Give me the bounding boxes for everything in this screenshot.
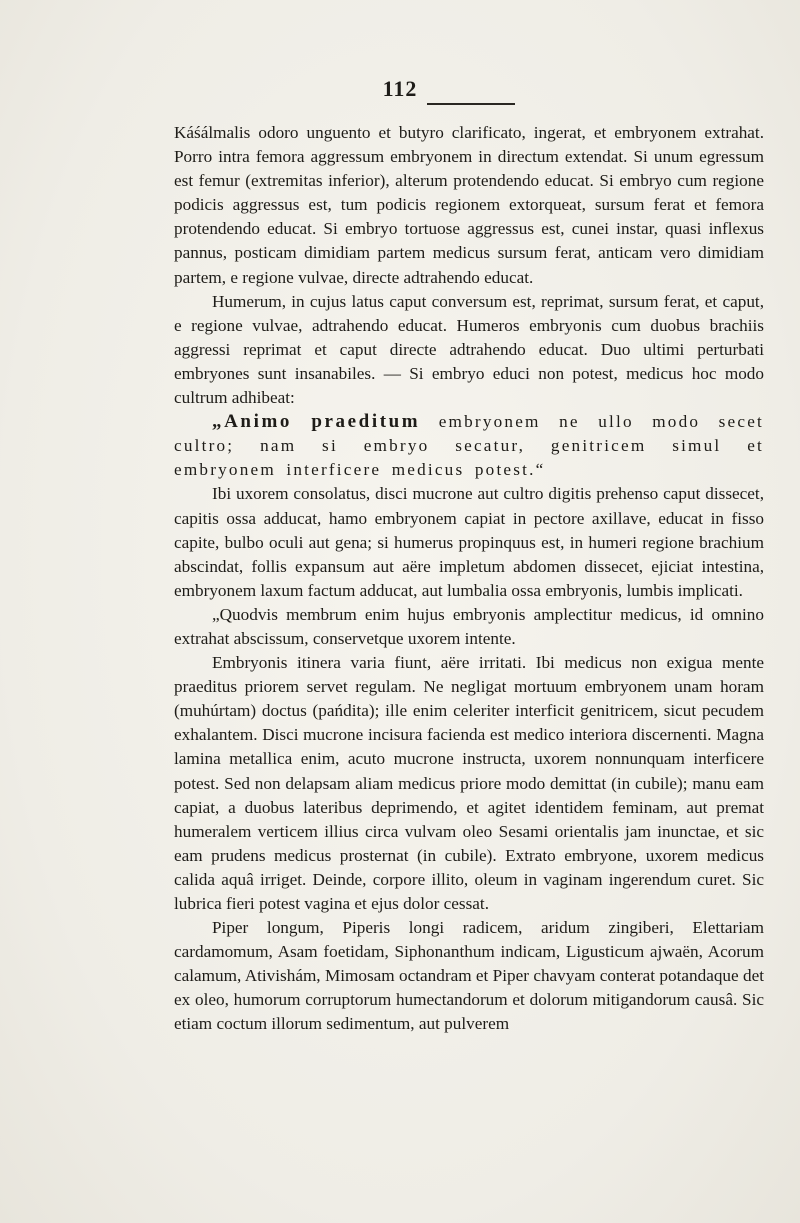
paragraph-2: Humerum, in cujus latus caput conversum est, reprimat, sursum ferat, et caput, e regione vulvae, adtrahendo educat. Humeros embryonis cum duobus brachiis aggressi reprimat et caput directe adtrahendo educat. Duo ultimi perturbati embryones sunt insanabiles. — Si embryo educi non potest, medicus hoc modo cultrum adhibeat: (174, 291, 764, 408)
paragraph-4: Ibi uxorem consolatus, disci mucrone aut cultro digitis prehenso caput dissecet, capitis ossa adducat, hamo embryonem capiat in pectore axillave, educat in fisso capite, bulbo oculi aut gena; si humerus propinquus est, in humeri regione brachium abscindat, follis expansum aut aëre impletum abdomen dissecet, ejiciat intestina, embryonem laxum factum adducat, aut lumbalia ossa embryonis, lumbis implicati. (174, 484, 764, 600)
paragraph-1: Káśálmalis odoro unguento et butyro clarificato, ingerat, et embryonem extrahat. Porro intra femora aggressum embryonem in directum extendat. Si unum egressum est femur (extremitas inferior), alterum protendendo educat. Si embryo cum regione podicis aggressus est, tum podicis regionem extorqueat, sursum ferat et femora protendendo educat. Si embryo tortuose aggressus est, cunei instar, quasi inflexus pannus, posticam dimidiam partem medicus sursum ferat, anticam vero dimidiam partem, e regione vulvae, directe adtrahendo educat. (174, 123, 764, 287)
page-number-rule (427, 103, 515, 105)
page-number: 112 (382, 76, 418, 101)
paragraph-7: Piper longum, Piperis longi radicem, aridum zingiberi, Elettariam cardamomum, Asam foetidam, Siphonanthum indicam, Ligusticum ajwaën, Acorum calamum, Ativishám, Mimosam octandram et Piper chavyam conterat potandaque det ex oleo, humorum corruptorum humectandorum et dolorum mitigandorum causâ. Sic etiam coctum illorum sedimentum, aut pulverem (174, 918, 764, 1034)
body-text (174, 121, 764, 1037)
emphasized-phrase: „Animo praeditum (212, 411, 421, 433)
paragraph-3 (174, 410, 764, 482)
paragraph-5: „Quodvis membrum enim hujus embryonis amplectitur medicus, id omnino extrahat abscissum, conservetque uxorem intente. (174, 604, 764, 648)
paragraph-3-text: embryonem ne ullo modo secet cultro; nam si embryo secatur, genitricem simul et embryonem interficere medicus potest.“ (174, 412, 764, 480)
paragraph-6: Embryonis itinera varia fiunt, aëre irritati. Ibi medicus non exigua mente praeditus priorem servet regulam. Ne negligat mortuum embryonem unam horam (muhúrtam) doctus (pańdita); ille enim celeriter interficit genitricem, sicut pecudem exhalantem. Disci mucrone incisura facienda est medico interiora discernenti. Magna lamina metallica enim, acuto mucrone instructa, uxorem nonnunquam interficere potest. Sed non delapsam aliam medicus priore modo demittat (in cubile); manu eam capiat, a duobus lateribus deprimendo, et agitet identidem feminam, aut premat humeralem verticem illius circa vulvam oleo Sesami orientalis jam inunctae, et sic eam prudens medicus prosternat (in cubile). Extrato embryone, uxorem medicus calida aquâ irriget. Deinde, corpore illito, oleum in vaginam ingerendum curet. Sic lubrica fieri potest vagina et ejus dolor cessat. (174, 653, 764, 913)
